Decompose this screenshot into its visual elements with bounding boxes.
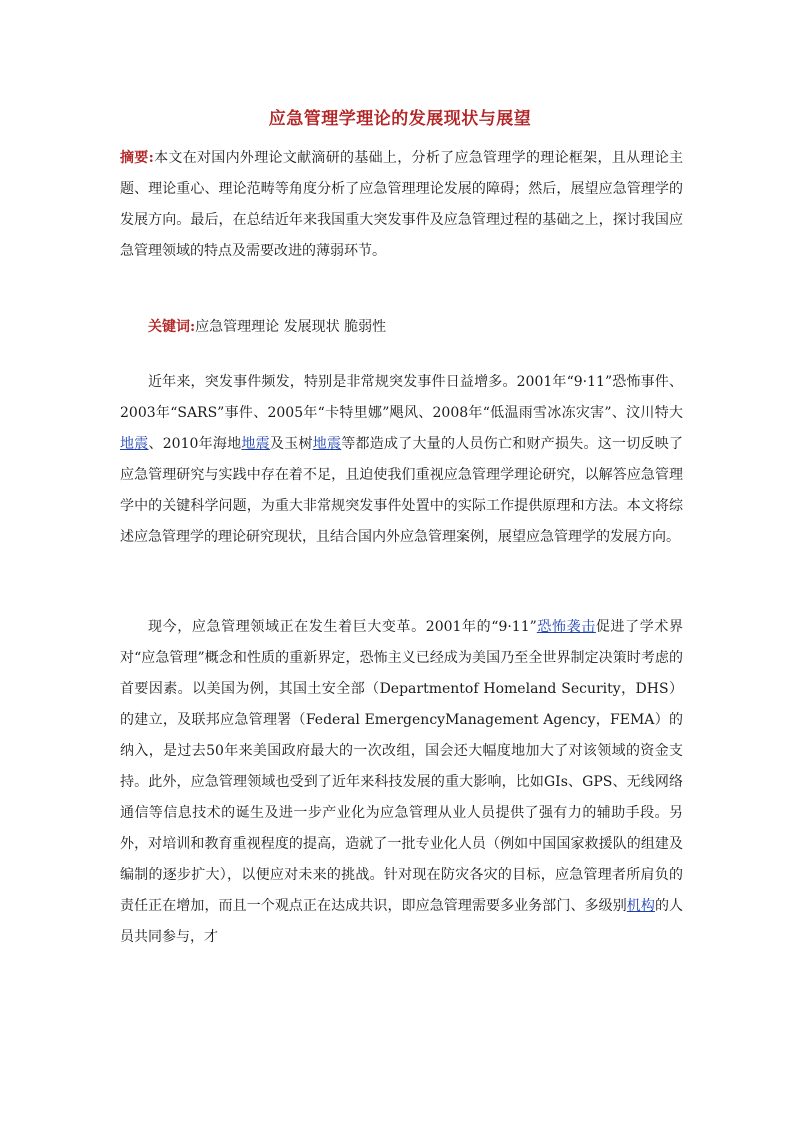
paragraph-text: 及玉树 [269, 436, 313, 452]
abstract-text: 本文在对国内外理论文献滴研的基础上，分析了应急管理学的理论框架，且从理论主题、理论重心、理论范畴等角度分析了应急管理理论发展的障碍；然后，展望应急管理学的发展方向。最后，在总结近年来我国重大突发事件及应急管理过程的基础之上，探讨我国应急管理领域的特点及需要改进的薄弱环节。 [120, 150, 684, 259]
abstract-label: 摘要: [120, 150, 154, 166]
body-paragraph-1 [120, 367, 683, 553]
body-paragraph-2 [120, 612, 683, 953]
keywords-paragraph [120, 312, 683, 343]
paragraph-text: 等都造成了大量的人员伤亡和财产损失。这一切反映了应急管理研究与实践中存在着不足，且迫使我们重视应急管理学理论研究，以解答应急管理学中的关键科学问题，为重大非常规突发事件处置中的实际工作提供原理和方法。本文将综述应急管理学的理论研究现状，且结合国内外应急管理案例，展望应急管理学的发展方向。 [120, 436, 684, 545]
institution-link[interactable]: 机构 [626, 898, 655, 914]
paragraph-text: 近年来，突发事件频发，特别是非常规突发事件日益增多。2001年“9·11”恐怖事件、2003年“SARS”事件、2005年“卡特里娜”飓风、2008年“低温雨雪冰冻灾害”、汶川特大 [120, 374, 683, 421]
paragraph-text: 促进了学术界对“应急管理”概念和性质的重新界定，恐怖主义已经成为美国乃至全世界制定决策时考虑的首要因素。以美国为例，其国土安全部（Departmentof Homeland Security，DHS）的建立，及联邦应急管理署（Federal EmergencyManagement Agency，FEMA）的纳入，是过去50年来美国政府最大的一次改组，国会还大幅度地加大了对该领域的资金支持。此外，应急管理领域也受到了近年来科技发展的重大影响，比如GIs、GPS、无线网络通信等信息技术的诞生及进一步产业化为应急管理从业人员提供了强有力的辅助手段。另外，对培训和教育重视程度的提高，造就了一批专业化人员（例如中国国家救援队的组建及编制的逐步扩大），以便应对未来的挑战。针对现在防灾各灾的目标，应急管理者所肩负的责任正在增加，而且一个观点正在达成共识，即应急管理需要多业务部门、多级别 [120, 619, 683, 914]
paragraph-text: 现今，应急管理领域正在发生着巨大变革。2001年的“9·11” [148, 619, 537, 635]
document-title: 应急管理学理论的发展现状与展望 [268, 109, 532, 129]
paragraph-text: 、2010年海地 [148, 436, 242, 452]
earthquake-link[interactable]: 地震 [312, 436, 342, 452]
keywords-text: 应急管理理论 发展现状 脆弱性 [195, 319, 387, 335]
abstract-paragraph [120, 143, 683, 267]
earthquake-link[interactable]: 地震 [120, 436, 149, 452]
keywords-label: 关键词: [148, 319, 196, 335]
terror-attack-link[interactable]: 恐怖袭击 [536, 619, 596, 635]
paragraph-text: 的人员共同参与，才 [120, 898, 684, 945]
earthquake-link[interactable]: 地震 [241, 436, 270, 452]
